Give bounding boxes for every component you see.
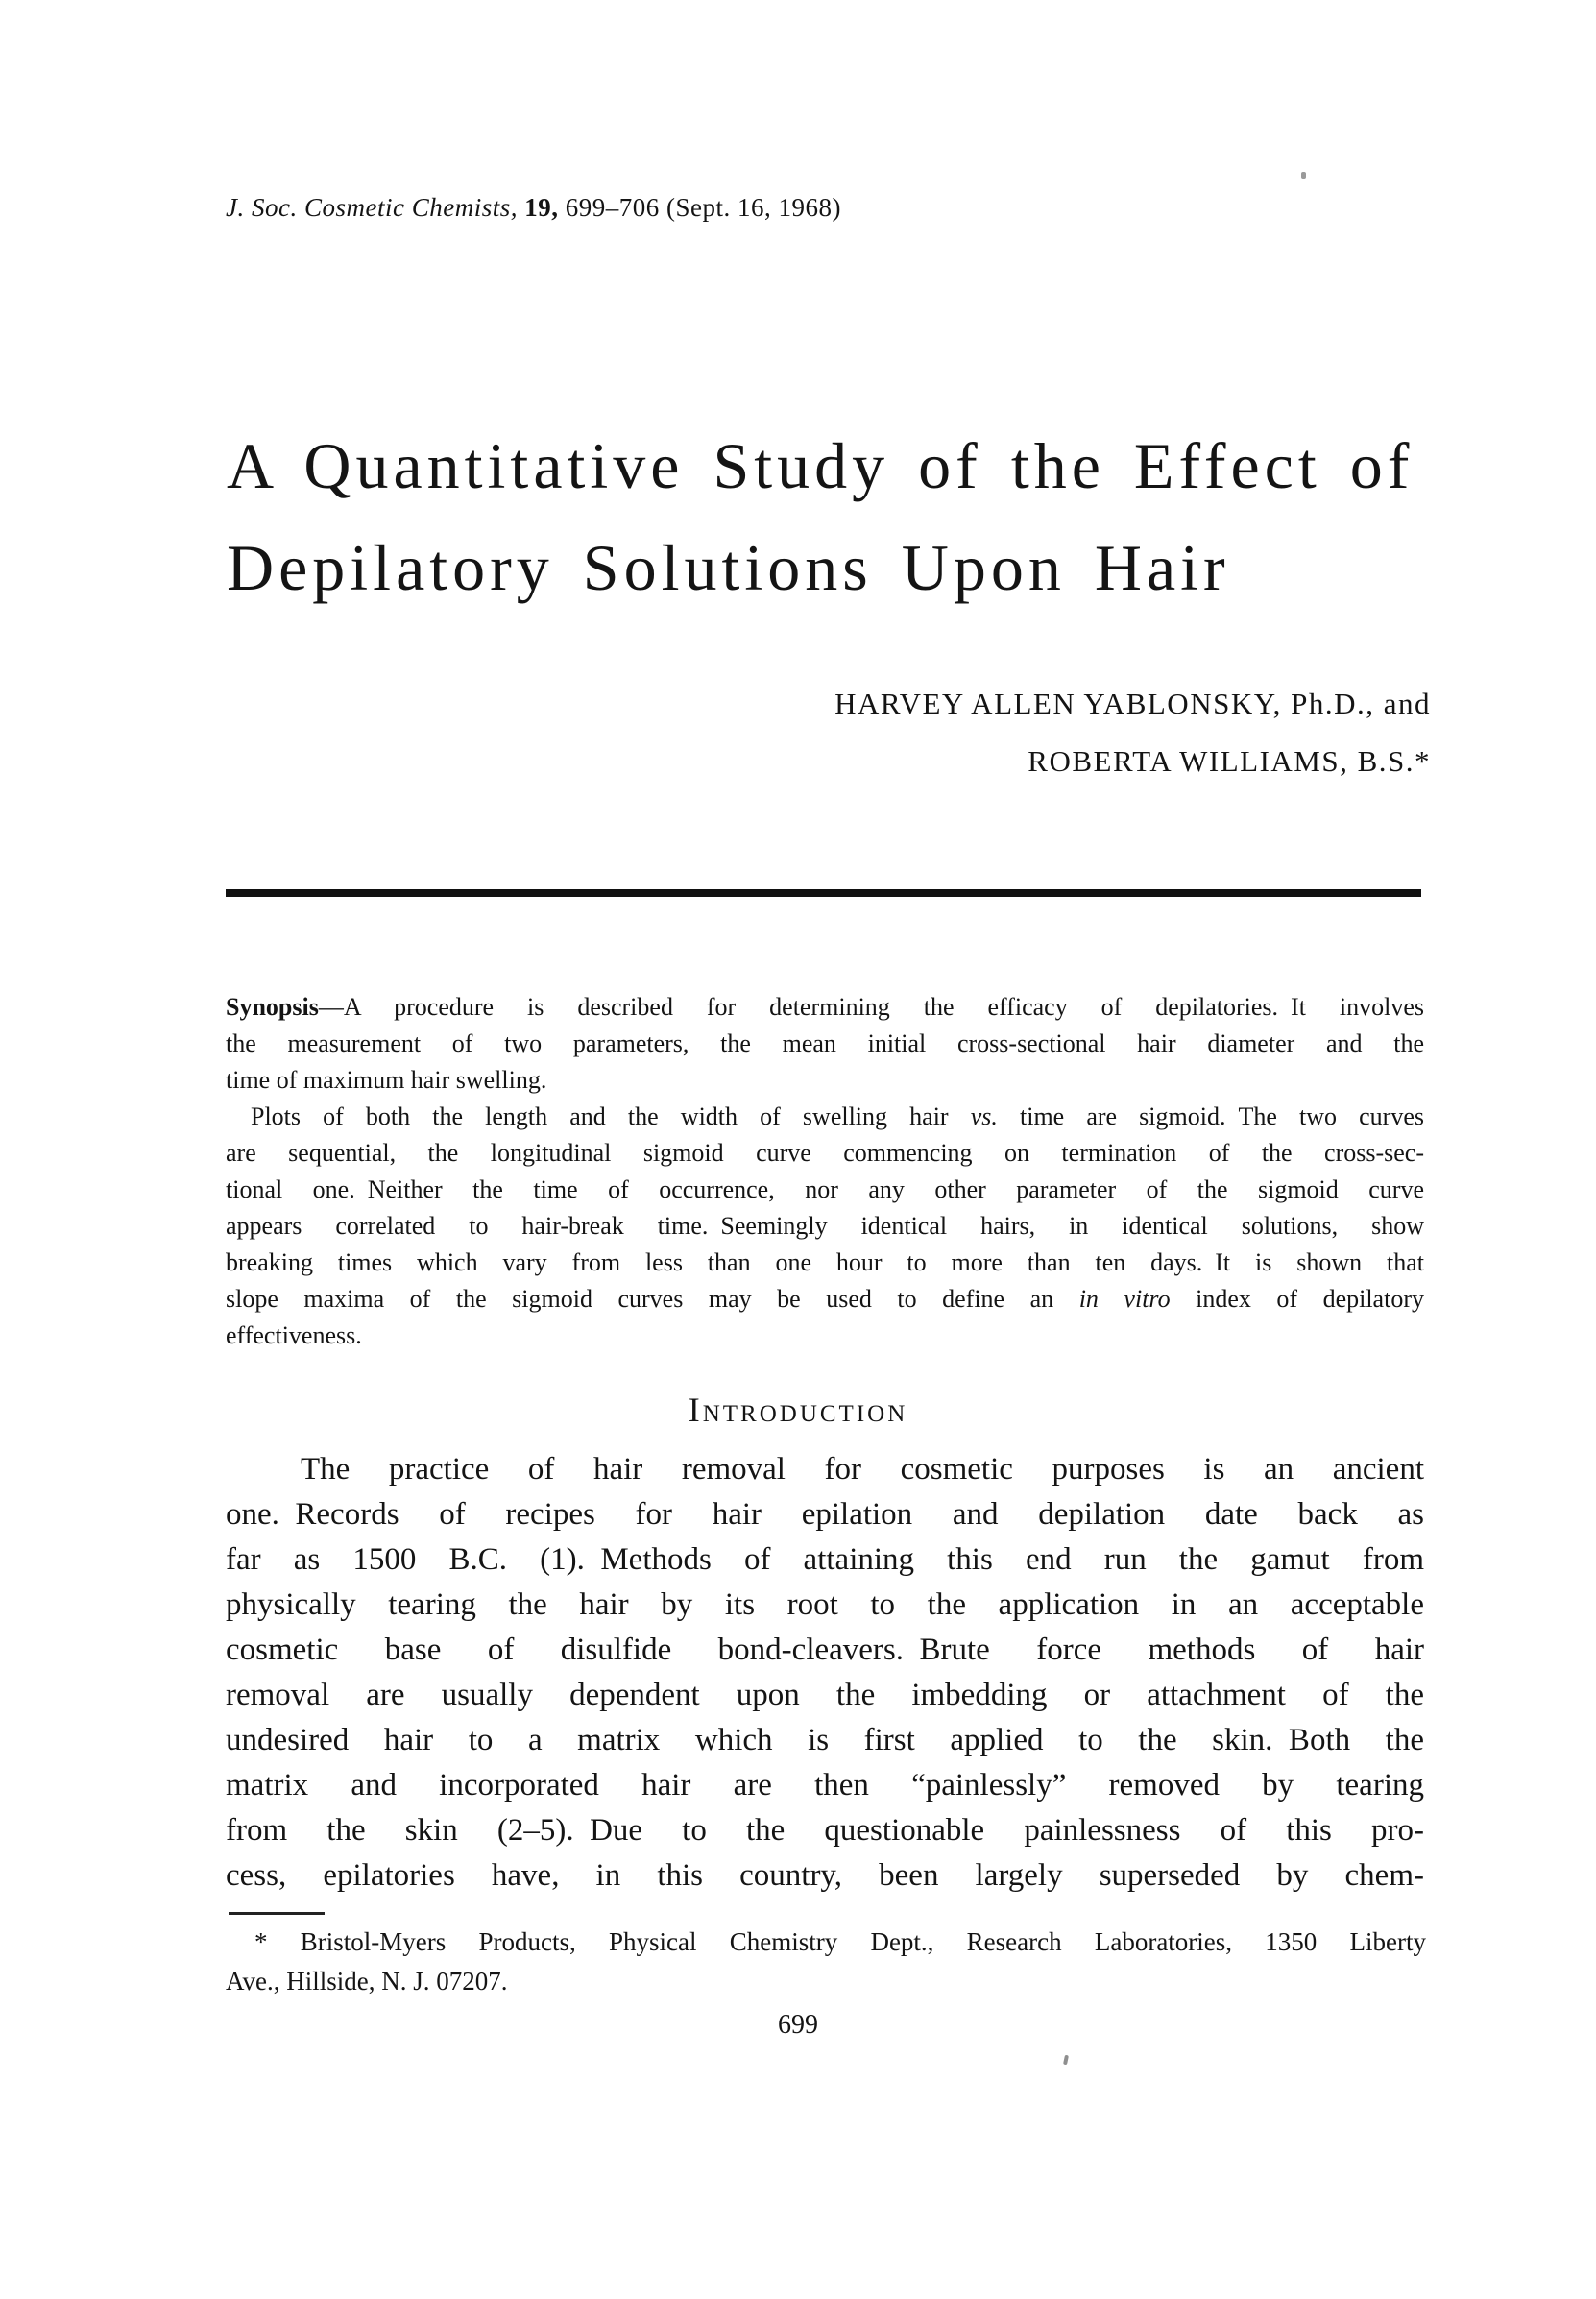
text-line — [226, 1763, 1424, 1808]
text-segment: removal are usually dependent upon the imbedding or attachment of the — [226, 1678, 1424, 1712]
introduction-paragraph — [226, 1447, 1424, 1899]
text-line — [226, 1281, 1424, 1318]
italic-text: in vitro — [1078, 1285, 1171, 1313]
footnote — [226, 1923, 1426, 2001]
journal-citation — [226, 193, 841, 223]
scan-speck — [1063, 2055, 1069, 2066]
text-segment: effectiveness. — [226, 1321, 362, 1349]
bold-text: Synopsis — [226, 993, 319, 1021]
text-segment: ROBERTA WILLIAMS, B.S.* — [1028, 744, 1431, 778]
text-segment: are sequential, the longitudinal sigmoid curve commencing on termination of the cross-sec- — [226, 1139, 1424, 1167]
footnote-rule — [229, 1912, 325, 1915]
text-line — [226, 1808, 1424, 1853]
text-line — [226, 1492, 1424, 1537]
text-segment: Ave., Hillside, N. J. 07207. — [226, 1967, 508, 1996]
text-line — [226, 1135, 1424, 1172]
text-line — [834, 733, 1431, 790]
text-line — [227, 517, 1414, 618]
text-line — [834, 675, 1431, 733]
text-line — [226, 1208, 1424, 1245]
text-line — [226, 1718, 1424, 1763]
text-line — [226, 1673, 1424, 1718]
author-block — [834, 675, 1431, 790]
journal-name: J. Soc. Cosmetic Chemists, — [226, 193, 518, 222]
text-segment: time are sigmoid. The two curves — [997, 1102, 1424, 1130]
introduction-heading: Introduction — [688, 1391, 908, 1429]
synopsis-paragraph-2 — [226, 1099, 1424, 1354]
italic-text: vs. — [970, 1102, 998, 1130]
text-segment: Depilatory Solutions Upon Hair — [227, 531, 1230, 604]
text-line — [227, 415, 1414, 517]
text-line — [226, 1853, 1424, 1899]
text-line — [226, 1026, 1424, 1062]
text-segment: time of maximum hair swelling. — [226, 1066, 547, 1094]
text-segment: the measurement of two parameters, the mean initial cross-sectional hair diameter and the — [226, 1029, 1424, 1057]
text-line — [226, 1245, 1424, 1281]
text-line — [226, 989, 1424, 1026]
text-segment: one. Records of recipes for hair epilation and depilation date back as — [226, 1497, 1424, 1532]
synopsis-paragraph-1 — [226, 989, 1424, 1099]
page-number: 699 — [778, 2010, 818, 2040]
text-segment: undesired hair to a matrix which is first applied to the skin. Both the — [226, 1723, 1424, 1757]
text-line — [226, 1447, 1424, 1492]
text-segment: breaking times which vary from less than one hour to more than ten days. It is shown that — [226, 1248, 1424, 1276]
text-line — [226, 1172, 1424, 1208]
text-segment: —A procedure is described for determining the efficacy of depilatories. It involves — [318, 993, 1424, 1021]
text-line — [226, 1099, 1424, 1135]
text-segment: * Bristol-Myers Products, Physical Chemistry Dept., Research Laboratories, 1350 Liberty — [254, 1927, 1426, 1956]
text-line — [226, 1318, 1424, 1354]
text-line — [226, 1583, 1424, 1628]
title-rule — [226, 889, 1421, 897]
text-segment: cess, epilatories have, in this country, been largely superseded by chem- — [226, 1858, 1424, 1893]
text-segment: index of depilatory — [1170, 1285, 1424, 1313]
text-segment: Plots of both the length and the width of swelling hair — [251, 1102, 971, 1130]
text-segment: slope maxima of the sigmoid curves may be used to define an — [226, 1285, 1079, 1313]
journal-volume: 19, — [517, 193, 566, 222]
text-segment: appears correlated to hair-break time. Seemingly identical hairs, in identical solutions, show — [226, 1212, 1424, 1240]
text-segment: far as 1500 B.C. (1). Methods of attaining this end run the gamut from — [226, 1542, 1424, 1577]
text-line — [226, 1923, 1426, 1962]
text-segment: A Quantitative Study of the Effect of — [227, 429, 1415, 502]
text-line — [226, 1062, 1424, 1099]
text-segment: The practice of hair removal for cosmetic purposes is an ancient — [301, 1452, 1424, 1487]
text-segment: physically tearing the hair by its root to the application in an acceptable — [226, 1587, 1424, 1622]
text-line — [226, 1962, 1426, 2001]
text-line — [226, 1628, 1424, 1673]
text-segment: cosmetic base of disulfide bond-cleavers. Brute force methods of hair — [226, 1633, 1424, 1667]
journal-issue-info: 699–706 (Sept. 16, 1968) — [565, 193, 841, 222]
text-segment: HARVEY ALLEN YABLONSKY, Ph.D., and — [834, 687, 1431, 720]
paper-title — [227, 415, 1414, 618]
scan-speck — [1301, 172, 1306, 179]
text-segment: tional one. Neither the time of occurrence, nor any other parameter of the sigmoid curve — [226, 1175, 1424, 1203]
text-segment: matrix and incorporated hair are then “painlessly” removed by tearing — [226, 1768, 1424, 1803]
text-line — [226, 1537, 1424, 1583]
text-segment: from the skin (2–5). Due to the questionable painlessness of this pro- — [226, 1813, 1424, 1848]
